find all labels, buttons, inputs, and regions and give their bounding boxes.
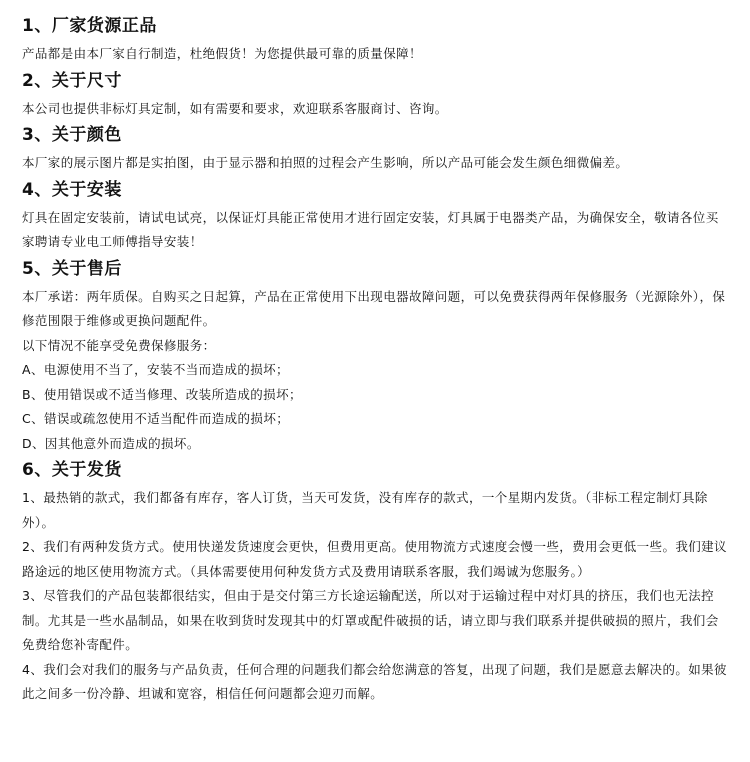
section-title: 2、关于尺寸 — [22, 70, 122, 91]
section-title: 4、关于安装 — [22, 179, 122, 200]
section-color — [22, 123, 728, 176]
section-title: 6、关于发货 — [22, 460, 122, 480]
section-paragraph: 产品都是由本厂家自行制造，杜绝假货！为您提供最可靠的质量保障！ — [22, 46, 422, 61]
list-item: 1、最热销的款式，我们都备有库存，客人订货，当天可发货，没有库存的款式，一个星期内发货。（非标工程定制灯具除外）。 — [22, 490, 708, 530]
section-installation — [22, 178, 728, 255]
list-item: A、电源使用不当了，安装不当而造成的损坏； — [22, 362, 289, 377]
section-size — [22, 69, 728, 122]
list-item: C、错误或疏忽使用不适当配件而造成的损坏； — [22, 411, 290, 426]
section-paragraph: 以下情况不能享受免费保修服务： — [22, 337, 216, 353]
list-item: 4、我们会对我们的服务与产品负责，任何合理的问题我们都会给您满意的答复，出现了问题，我们是愿意去解决的。如果彼此之间多一份冷静、坦诚和宽容，相信任何问题都会迎刃而解。 — [22, 661, 727, 701]
list-item: 3、尽管我们的产品包装都很结实，但由于是交付第三方长途运输配送，所以对于运输过程中对灯具的挤压，我们也无法控制。尤其是一些水晶制品，如果在收到货时发现其中的灯罩或配件破损的话，请立即与我们联系并提供破损的照片，我们会免费给您补寄配件。 — [22, 588, 719, 652]
section-title: 5、关于售后 — [22, 258, 122, 279]
section-paragraph: 本公司也提供非标灯具定制，如有需要和要求，欢迎联系客服商讨、咨询。 — [22, 100, 448, 116]
list-item: D、因其他意外而造成的损坏。 — [22, 435, 200, 451]
list-item: B、使用错误或不适当修理、改装所造成的损坏； — [22, 386, 302, 402]
section-paragraph: 本厂家的展示图片都是实拍图，由于显示器和拍照的过程会产生影响，所以产品可能会发生颜色细微偏差。 — [22, 155, 629, 170]
section-paragraph: 本厂承诺：两年质保。自购买之日起算，产品在正常使用下出现电器故障问题，可以免费获得两年保修服务（光源除外），保修范围限于维修或更换问题配件。 — [22, 288, 726, 328]
section-paragraph: 灯具在固定安装前，请试电试亮，以保证灯具能正常使用才进行固定安装，灯具属于电器类产品，为确保安全，敬请各位买家聘请专业电工师傅指导安装！ — [22, 209, 719, 249]
section-after-sales — [22, 257, 728, 457]
section-shipping — [22, 458, 728, 707]
section-title: 1、厂家货源正品 — [22, 16, 157, 36]
section-factory-genuine — [22, 14, 728, 67]
section-title: 3、关于颜色 — [22, 125, 122, 145]
list-item: 2、我们有两种发货方式。使用快递发货速度会更快，但费用更高。使用物流方式速度会慢一些，费用会更低一些。我们建议路途远的地区使用物流方式。（具体需要使用何种发货方式及费用请联系客服，我们竭诚为您服务。） — [22, 539, 727, 579]
